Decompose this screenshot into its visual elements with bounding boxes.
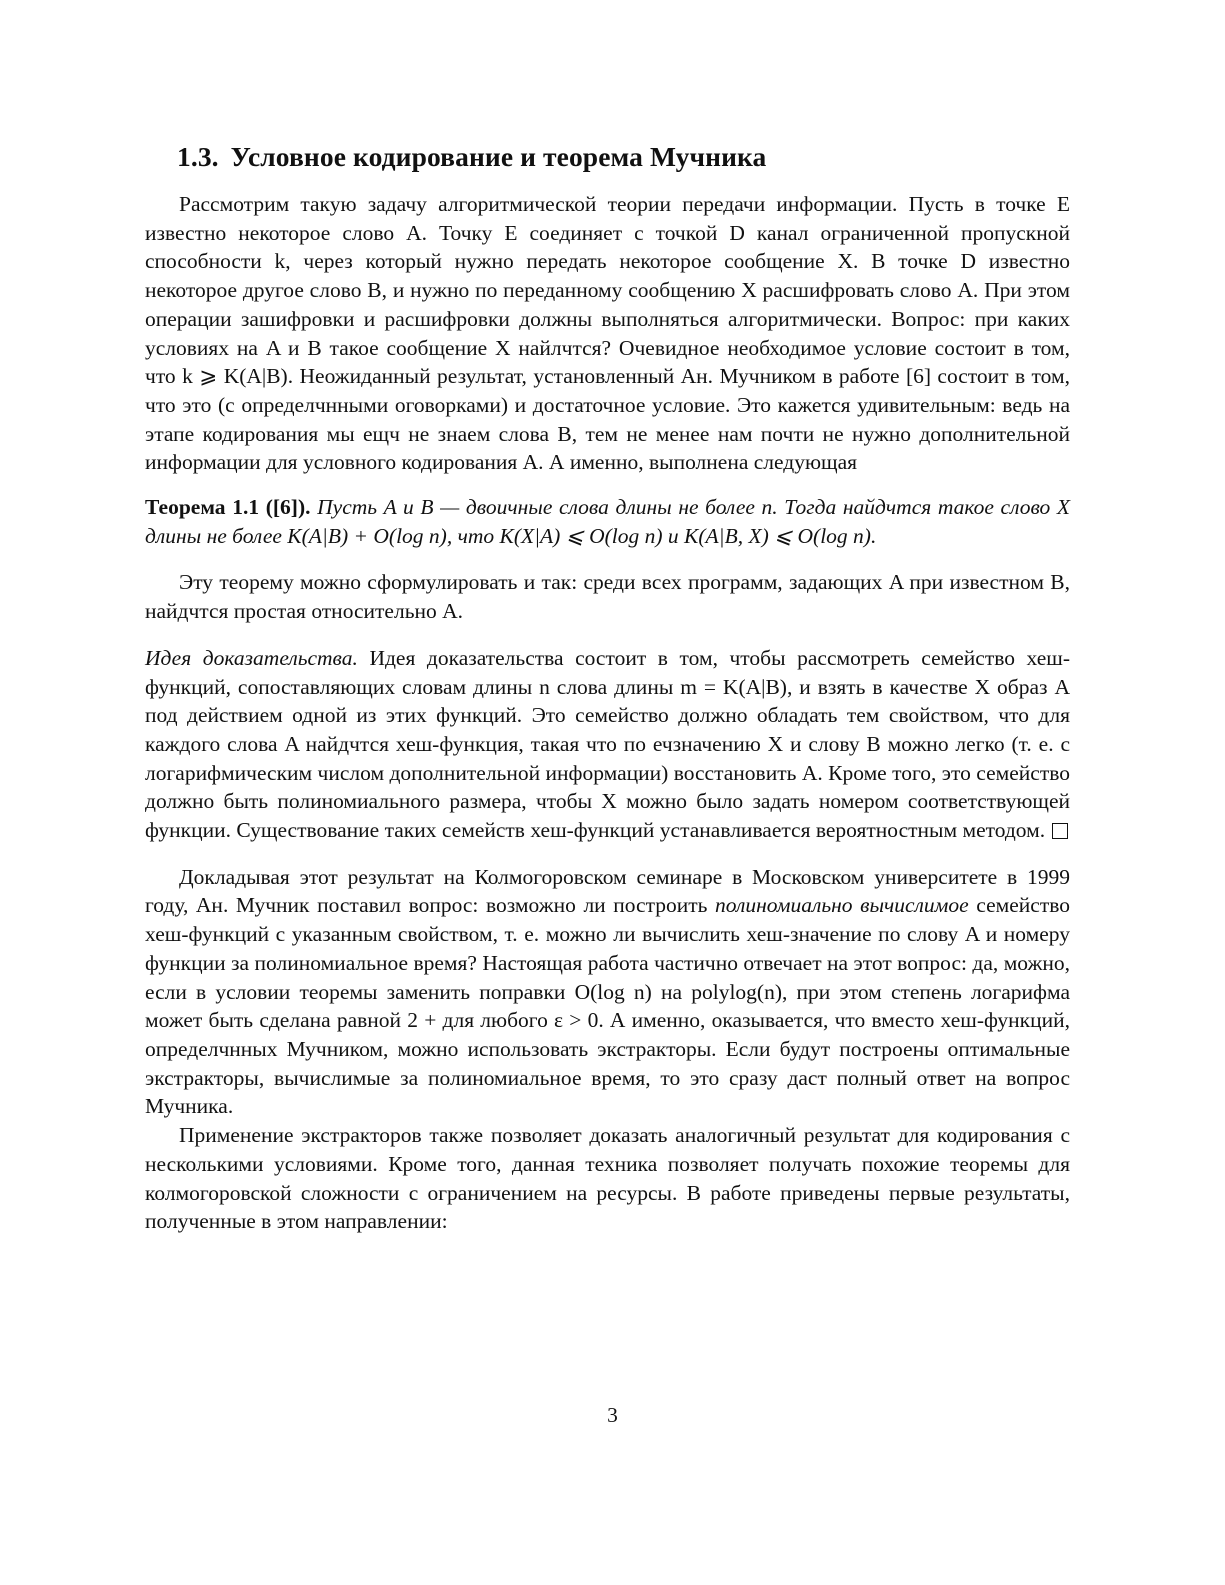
page-content (145, 140, 1070, 1236)
theorem-label: Теорема 1.1 (145, 495, 260, 520)
paragraph-intro: Рассмотрим такую задачу алгоритмической теории передачи информации. Пусть в точке E известно некоторое слово A. Точку E соединяет с точкой D канал ограниченной пропускной способности k, через который нужно передать некоторое сообщение X. В точке D известно некоторое другое слово B, и нужно по переданному сообщению X расшифровать слово A. При этом операции зашифровки и расшифровки должны выполняться алгоритмически. Вопрос: при каких условиях на A и B такое сообщение X найлчтся? Очевидное необходимое условие состоит в том, что k ⩾ K(A|B). Неожиданный результат, установленный Ан. Мучником в работе [6] состоит в том, что это (с определчнными оговорками) и достаточное условие. Это кажется удивительным: ведь на этапе кодирования мы ещч не знаем слова B, тем не менее нам почти не нужно дополнительной информации для условного кодирования A. А именно, выполнена следующая (145, 192, 1070, 475)
paragraph-muchnik-before: Докладывая этот результат на Колмогоровском семинаре в Московском университете в 1999 году, Ан. Мучник поставил вопрос: возможно ли построить (145, 864, 1070, 918)
theorem-block (145, 493, 1070, 550)
paragraph-extractors: Применение экстракторов также позволяет доказать аналогичный результат для кодирования с несколькими условиями. Кроме того, данная техника позволяет получать похожие теоремы для колмогоровской сложности с ограничением на ресурсы. В работе приведены первые результаты, полученные в этом направлении: (145, 1123, 1070, 1234)
page-number: 3 (607, 1403, 618, 1427)
section-number: 1.3. (177, 141, 219, 172)
paragraph-reformulation: Эту теорему можно сформулировать и так: среди всех программ, задающих A при известном B, найдчтся простая относительно A. (145, 570, 1070, 624)
section-title: Условное кодирование и теорема Мучника (230, 141, 767, 172)
paragraph-muchnik-emphasis: полиномиально вычислимое (715, 893, 969, 918)
paragraph-muchnik-after: семейство хеш-функций с указанным свойством, т. е. можно ли вычислить хеш-значение по слову A и номеру функции за полиномиальное время? Настоящая работа частично отвечает на этот вопрос: да, можно, если в условии теоремы заменить поправки O(log n) на polylog(n), при этом степень логарифма может быть сделана равной 2 + для любого ε > 0. А именно, оказывается, что вместо хеш-функций, определчнных Мучником, можно использовать экстракторы. Если будут построены оптимальные экстракторы, вычислимые за полиномиальное время, то это сразу даст полный ответ на вопрос Мучника. (145, 893, 1070, 1119)
theorem-reference: ([6]). (265, 495, 311, 520)
section-heading (177, 140, 1070, 174)
proof-block (145, 644, 1070, 845)
paragraph-muchnik-question (145, 863, 1070, 1121)
proof-label: Идея доказательства. (145, 645, 358, 670)
theorem-statement: Пусть A и B — двоичные слова длины не более n. Тогда найдчтся такое слово X длины не более K(A|B) + O(log n), что K(X|A) ⩽ O(log n) и K(A|B, X) ⩽ O(log n). (145, 495, 1071, 548)
qed-square-icon (1052, 823, 1068, 839)
proof-text: Идея доказательства состоит в том, чтобы рассмотреть семейство хеш-функций, сопоставляющих словам длины n слова длины m = K(A|B), и взять в качестве X образ A под действием одной из этих функций. Это семейство должно обладать тем свойством, что для каждого слова A найдчтся хеш-функция, такая что по ечзначению X и слову B можно легко (т. е. с логарифмическим числом дополнительной информации) восстановить A. Кроме того, это семейство должно быть полиномиального размера, чтобы X можно было задать номером соответствующей функции. Существование таких семейств хеш-функций устанавливается вероятностным методом. (145, 645, 1070, 843)
